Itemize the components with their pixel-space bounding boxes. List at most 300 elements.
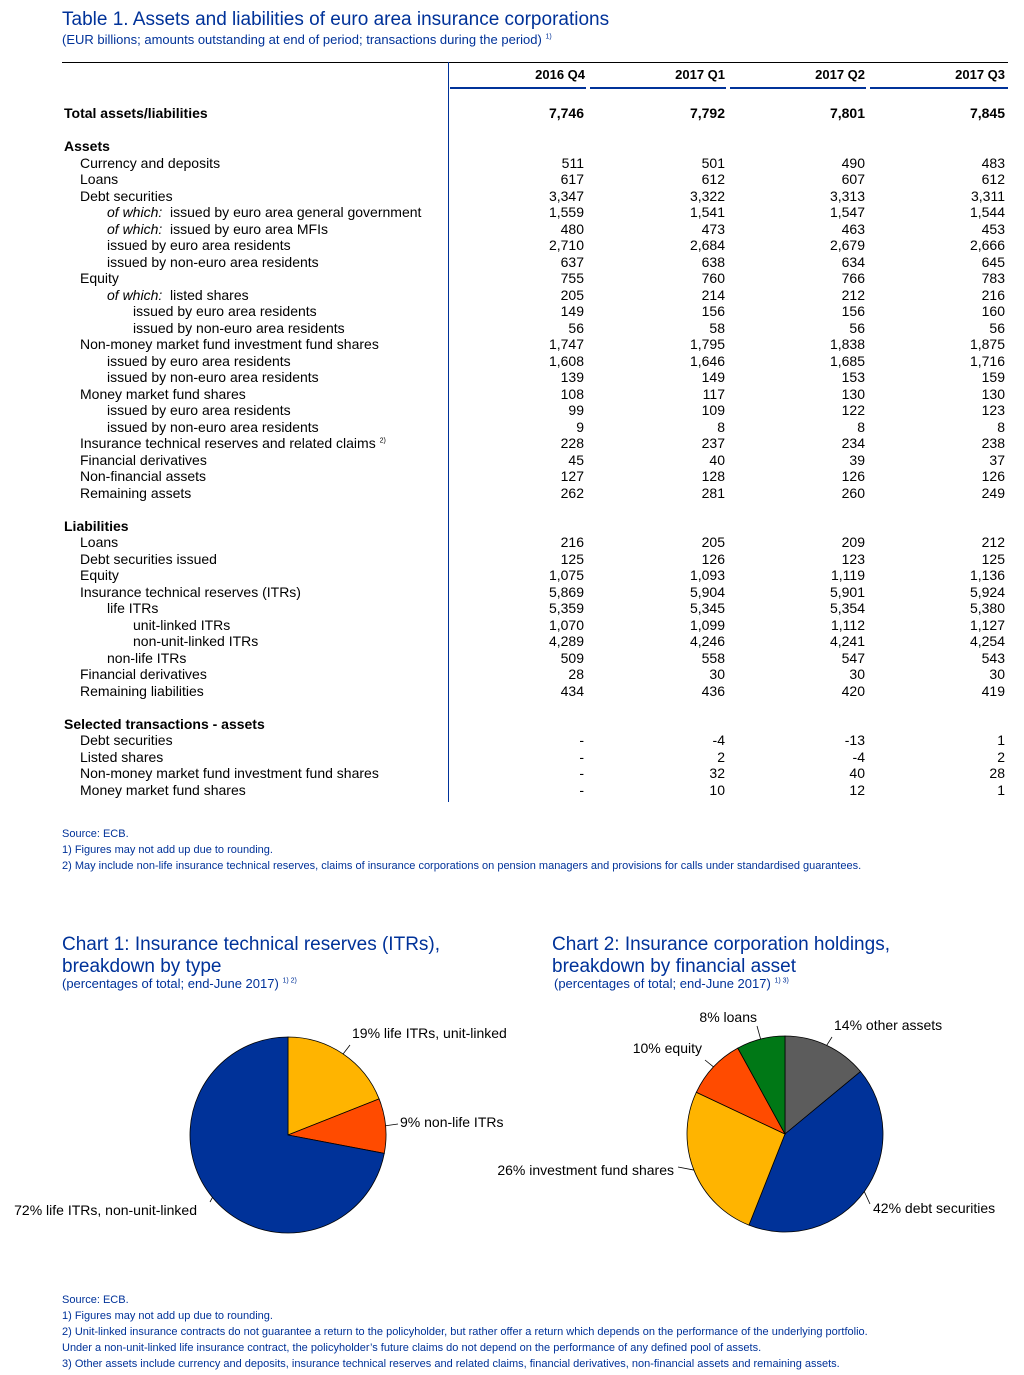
cell-value: - — [579, 732, 584, 748]
cell-value: 56 — [989, 319, 1005, 336]
slice-label: 42% debt securities — [873, 1200, 996, 1216]
chart2-subtitle-text: (percentages of total; end-June 2017) — [554, 976, 771, 991]
row-label — [80, 188, 173, 205]
cell-value: 8 — [857, 418, 865, 435]
chart2-title-line1: Chart 2: Insurance corporation holdings, — [552, 934, 890, 955]
chart1-subtitle-note: 1) 2) — [282, 977, 297, 985]
row-label-text: Loans — [80, 171, 119, 187]
cell-value: 108 — [560, 385, 584, 402]
cell-value: 5,380 — [969, 600, 1005, 616]
column-header: 2016 Q4 — [535, 67, 585, 82]
cell-value: 2 — [997, 748, 1005, 765]
row-label-text: Money market fund shares — [80, 385, 246, 402]
cell-value: 766 — [841, 270, 865, 286]
cell-value: 547 — [841, 649, 865, 666]
leader-line — [827, 1037, 832, 1045]
row-label-text: Financial derivatives — [80, 666, 207, 682]
table-row — [62, 600, 1008, 617]
cell-value: 3,347 — [548, 187, 584, 204]
cell-value: 509 — [560, 649, 584, 666]
cell-value: 260 — [841, 484, 865, 501]
row-label-text: issued by non-euro area residents — [107, 418, 319, 435]
table-row — [62, 386, 1008, 403]
cell-value: 3,322 — [689, 187, 725, 204]
column-header: 2017 Q3 — [955, 67, 1005, 82]
cell-value: 149 — [701, 369, 725, 385]
table-note: 1) Figures may not add up due to rounding. — [62, 844, 273, 856]
cell-value: 8 — [717, 418, 725, 435]
chart1-subtitle — [62, 976, 297, 991]
header-rule — [870, 87, 1008, 89]
row-label — [80, 551, 217, 568]
cell-value: 30 — [989, 666, 1005, 682]
table-row — [62, 782, 1008, 799]
table-row — [62, 419, 1008, 436]
column-header: 2017 Q1 — [675, 67, 725, 82]
table-row — [62, 402, 1008, 419]
cell-value: 634 — [841, 253, 865, 270]
cell-value: 32 — [709, 765, 725, 781]
row-label-text: issued by euro area general government — [170, 204, 422, 220]
row-label-text: issued by non-euro area residents — [107, 253, 319, 270]
cell-value: 126 — [841, 468, 865, 484]
cell-value: 159 — [981, 369, 1005, 385]
cell-value: 99 — [568, 402, 584, 418]
leader-line — [757, 1026, 761, 1039]
cell-value: 4,289 — [548, 633, 584, 649]
row-label — [133, 303, 317, 320]
row-label-text: Total assets/liabilities — [64, 105, 208, 121]
cell-value: 216 — [560, 534, 584, 550]
cell-value: 612 — [701, 171, 725, 187]
leader-line — [705, 1060, 714, 1067]
chart2-title-line2: breakdown by financial asset — [552, 956, 796, 977]
cell-value: 125 — [560, 550, 584, 567]
slice-label: 10% equity — [632, 1040, 702, 1056]
cell-value: 58 — [709, 319, 725, 336]
cell-value: 1,747 — [548, 336, 584, 352]
row-label-text: Assets — [64, 138, 110, 154]
cell-value: 117 — [702, 385, 725, 402]
cell-value: 1,112 — [831, 616, 865, 633]
row-label — [80, 567, 119, 584]
cell-value: 40 — [709, 451, 725, 468]
row-label — [80, 749, 163, 766]
row-label-text: Insurance technical reserves and related claims — [80, 435, 376, 451]
row-label — [107, 353, 291, 370]
row-label-text: Equity — [80, 567, 119, 583]
table-row — [62, 485, 1008, 502]
cell-value: 40 — [849, 765, 865, 781]
cell-value: 205 — [701, 534, 725, 550]
cell-value: 1,075 — [548, 567, 584, 583]
table-row — [62, 716, 1008, 733]
row-label-text: Insurance technical reserves (ITRs) — [80, 583, 301, 600]
cell-value: 123 — [841, 550, 865, 567]
chart2-subtitle-note: 1) 3) — [774, 977, 789, 985]
cell-value: -4 — [712, 732, 725, 748]
chart-note: Under a non-unit-linked life insurance contract, the policyholder’s future claims do not depend on the performance of any defined pool of assets. — [62, 1342, 762, 1354]
cell-value: - — [579, 765, 584, 781]
row-label — [107, 419, 319, 436]
row-label — [80, 155, 220, 172]
chart-note: 1) Figures may not add up due to rounding. — [62, 1310, 273, 1322]
cell-value: 209 — [841, 534, 865, 550]
cell-value: 5,901 — [829, 583, 865, 600]
row-label-text: Liabilities — [64, 517, 129, 534]
row-label — [133, 320, 345, 337]
table-note: Source: ECB. — [62, 828, 129, 840]
table-row — [62, 221, 1008, 238]
cell-value: 160 — [981, 303, 1005, 319]
cell-value: 238 — [981, 435, 1005, 451]
cell-value: 1,099 — [689, 616, 725, 633]
cell-value: 128 — [701, 468, 725, 484]
cell-value: 214 — [701, 286, 725, 303]
slice-label: 9% non-life ITRs — [400, 1114, 504, 1130]
slice-label: 26% investment fund shares — [497, 1162, 674, 1178]
row-label-text: issued by euro area MFIs — [170, 220, 328, 237]
cell-value: 420 — [841, 682, 865, 699]
cell-value: 4,241 — [829, 633, 865, 649]
table-row — [62, 237, 1008, 254]
table-subtitle-text: (EUR billions; amounts outstanding at end of period; transactions during the period) — [62, 32, 542, 47]
row-label — [107, 237, 291, 254]
row-label — [64, 138, 110, 155]
cell-value: 7,792 — [689, 105, 725, 121]
cell-value: 453 — [981, 220, 1005, 237]
cell-value: 5,345 — [689, 600, 725, 616]
row-label — [107, 287, 249, 304]
row-label-text: Remaining assets — [80, 484, 192, 501]
row-label — [80, 584, 301, 601]
row-label-text: Listed shares — [80, 748, 164, 765]
cell-value: 4,246 — [689, 633, 725, 649]
cell-value: 139 — [560, 369, 584, 385]
cell-value: 109 — [701, 402, 725, 418]
table-row — [62, 155, 1008, 172]
table-row — [62, 683, 1008, 700]
cell-value: - — [579, 781, 584, 798]
row-label — [133, 633, 258, 650]
row-label-text: issued by euro area residents — [133, 303, 317, 319]
cell-value: 45 — [568, 451, 584, 468]
row-label-text: non-unit-linked ITRs — [133, 633, 259, 649]
table-row — [62, 270, 1008, 287]
row-label-text: issued by non-euro area residents — [133, 319, 345, 336]
cell-value: 7,845 — [969, 105, 1005, 121]
row-label-prefix: of which: — [107, 204, 163, 220]
cell-value: 5,354 — [829, 600, 865, 616]
header-rule — [730, 87, 866, 89]
cell-value: - — [579, 748, 584, 765]
header-rule — [590, 87, 726, 89]
cell-value: 617 — [560, 171, 584, 187]
row-label — [80, 485, 191, 502]
cell-value: 5,869 — [548, 583, 584, 600]
cell-value: 760 — [701, 270, 725, 286]
table-row — [62, 518, 1008, 535]
row-label — [64, 716, 265, 733]
table-row — [62, 732, 1008, 749]
row-label-text: issued by euro area residents — [107, 402, 291, 418]
row-label-text: life ITRs — [107, 600, 159, 616]
cell-value: 10 — [709, 781, 725, 798]
row-label — [80, 683, 204, 700]
table-notes — [62, 826, 861, 874]
column-header: 2017 Q2 — [815, 67, 865, 82]
cell-value: 1,716 — [969, 352, 1005, 369]
cell-value: 130 — [981, 385, 1005, 402]
table-row — [62, 435, 1008, 452]
row-label-text: issued by euro area residents — [107, 237, 291, 253]
row-label-text: Loans — [80, 534, 119, 550]
cell-value: 501 — [701, 154, 725, 171]
cell-value: 212 — [981, 534, 1005, 550]
cell-value: 436 — [701, 682, 725, 699]
cell-value: 543 — [981, 649, 1005, 666]
table-row — [62, 452, 1008, 469]
chart-note: 3) Other assets include currency and deposits, insurance technical reserves and related claims, financial derivatives, non-financial assets and remaining assets. — [62, 1358, 840, 1370]
cell-value: 1,544 — [969, 204, 1005, 220]
row-label — [80, 782, 246, 799]
cell-value: 1,136 — [969, 567, 1005, 583]
cell-value: 156 — [701, 303, 725, 319]
row-label-text: Debt securities — [80, 732, 173, 748]
cell-value: 511 — [561, 154, 584, 171]
row-label-text: Debt securities — [80, 187, 173, 204]
leader-line — [678, 1167, 694, 1170]
cell-value: 5,924 — [969, 583, 1005, 600]
table-row — [62, 749, 1008, 766]
row-label-text: Financial derivatives — [80, 451, 207, 468]
cell-value: 4,254 — [969, 633, 1005, 649]
cell-value: 1,070 — [548, 616, 584, 633]
table-row — [62, 287, 1008, 304]
cell-value: 1,559 — [548, 204, 584, 220]
row-label-text: Non-money market fund investment fund shares — [80, 765, 379, 781]
table-row — [62, 551, 1008, 568]
table-row — [62, 320, 1008, 337]
cell-value: 1 — [997, 732, 1005, 748]
row-label-text: issued by euro area residents — [107, 352, 291, 369]
cell-value: 558 — [701, 649, 725, 666]
row-label — [107, 254, 319, 271]
cell-value: 12 — [849, 781, 865, 798]
cell-value: -13 — [844, 732, 865, 748]
cell-value: 1,547 — [829, 204, 865, 220]
cell-value: 2,666 — [969, 237, 1005, 253]
cell-value: 249 — [981, 484, 1005, 501]
cell-value: 419 — [981, 682, 1005, 699]
cell-value: 1,127 — [969, 616, 1005, 633]
cell-value: 228 — [560, 435, 584, 451]
cell-value: 9 — [576, 418, 584, 435]
cell-value: 56 — [568, 319, 584, 336]
cell-value: 126 — [981, 468, 1005, 484]
cell-value: 212 — [841, 286, 865, 303]
row-label — [80, 468, 206, 485]
table-subtitle-note: 1) — [545, 33, 552, 41]
chart1-subtitle-text: (percentages of total; end-June 2017) — [62, 976, 279, 991]
row-label — [107, 221, 328, 238]
row-label-text: unit-linked ITRs — [133, 616, 231, 633]
row-label — [80, 452, 207, 469]
row-label-text: Selected transactions - assets — [64, 715, 265, 732]
table-row — [62, 617, 1008, 634]
cell-value: 262 — [560, 484, 584, 501]
chart-notes — [62, 1292, 868, 1372]
row-label — [80, 171, 118, 188]
cell-value: 127 — [560, 468, 584, 484]
table-row — [62, 633, 1008, 650]
row-label-text: Money market fund shares — [80, 781, 246, 798]
slice-label: 14% other assets — [834, 1017, 943, 1033]
row-label-note: 2) — [379, 437, 386, 445]
cell-value: 2,710 — [548, 237, 584, 253]
row-label-text: Debt securities issued — [80, 550, 217, 567]
row-label — [80, 732, 173, 749]
cell-value: 7,801 — [829, 105, 865, 121]
leader-line — [343, 1045, 350, 1054]
cell-value: 30 — [709, 666, 725, 682]
table-row — [62, 567, 1008, 584]
cell-value: 281 — [701, 484, 725, 501]
table-row — [62, 468, 1008, 485]
cell-value: 5,904 — [689, 583, 725, 600]
table-row — [62, 584, 1008, 601]
row-label-prefix: of which: — [107, 286, 163, 303]
cell-value: 2,679 — [829, 237, 865, 253]
cell-value: 237 — [701, 435, 725, 451]
row-label — [64, 105, 208, 122]
chart-note: 2) Unit-linked insurance contracts do not guarantee a return to the policyholder, but rather offer a return which depends on the performance of the underlying portfolio. — [62, 1326, 868, 1338]
cell-value: 3,313 — [829, 187, 865, 204]
table-row — [62, 650, 1008, 667]
cell-value: 5,359 — [548, 600, 584, 616]
table-row — [62, 666, 1008, 683]
cell-value: 483 — [981, 154, 1005, 171]
cell-value: 153 — [841, 369, 865, 385]
slice-label: 19% life ITRs, unit-linked — [352, 1025, 507, 1041]
row-label — [107, 600, 158, 617]
cell-value: 130 — [841, 385, 865, 402]
row-label-text: issued by non-euro area residents — [107, 369, 319, 385]
cell-value: 7,746 — [548, 105, 584, 121]
cell-value: 3,311 — [971, 187, 1005, 204]
table-row — [62, 138, 1008, 155]
cell-value: 30 — [849, 666, 865, 682]
chart-note: Source: ECB. — [62, 1294, 129, 1306]
row-label-text: Remaining liabilities — [80, 682, 204, 699]
chart2-title — [552, 934, 890, 978]
row-label — [80, 270, 119, 287]
cell-value: 122 — [841, 402, 865, 418]
cell-value: -4 — [852, 748, 865, 765]
table-row — [62, 534, 1008, 551]
cell-value: 607 — [841, 171, 865, 187]
leader-line — [386, 1124, 398, 1126]
row-label-text: Currency and deposits — [80, 154, 221, 171]
row-label — [133, 617, 230, 634]
cell-value: 39 — [849, 451, 865, 468]
cell-value: 1,875 — [969, 336, 1005, 352]
table-row — [62, 765, 1008, 782]
row-label — [107, 650, 186, 667]
chart1-title — [62, 934, 440, 978]
cell-value: 149 — [560, 303, 584, 319]
row-label-text: Non-money market fund investment fund shares — [80, 336, 379, 352]
table-row — [62, 369, 1008, 386]
cell-value: 126 — [701, 550, 725, 567]
cell-value: 234 — [841, 435, 865, 451]
cell-value: 125 — [981, 550, 1005, 567]
row-label — [80, 336, 379, 353]
cell-value: 2 — [717, 748, 725, 765]
row-label-text: Equity — [80, 270, 119, 286]
cell-value: 638 — [701, 253, 725, 270]
table-row — [62, 171, 1008, 188]
cell-value: 2,684 — [689, 237, 725, 253]
row-label — [80, 765, 379, 782]
row-label-text: listed shares — [170, 286, 249, 303]
cell-value: 1,646 — [689, 352, 725, 369]
cell-value: 28 — [989, 765, 1005, 781]
cell-value: 28 — [568, 666, 584, 682]
cell-value: 37 — [989, 451, 1005, 468]
cell-value: 473 — [701, 220, 725, 237]
chart2-subtitle — [554, 976, 789, 991]
cell-value: 645 — [981, 253, 1005, 270]
cell-value: 434 — [560, 682, 584, 699]
cell-value: 1 — [997, 781, 1005, 798]
cell-value: 1,838 — [829, 336, 865, 352]
row-label-text: non-life ITRs — [107, 649, 187, 666]
cell-value: 612 — [981, 171, 1005, 187]
table-row — [62, 336, 1008, 353]
cell-value: 1,795 — [689, 336, 725, 352]
row-label — [107, 204, 421, 221]
cell-value: 1,685 — [829, 352, 865, 369]
cell-value: 1,119 — [831, 567, 865, 583]
cell-value: 1,093 — [689, 567, 725, 583]
cell-value: 490 — [841, 154, 865, 171]
row-label — [64, 518, 129, 535]
row-label-prefix: of which: — [107, 220, 163, 237]
table-subtitle — [62, 32, 552, 47]
cell-value: 56 — [849, 319, 865, 336]
cell-value: 755 — [560, 270, 584, 286]
cell-value: 123 — [981, 402, 1005, 418]
row-label — [80, 666, 207, 683]
table-row — [62, 204, 1008, 221]
row-label — [80, 386, 246, 403]
table-row — [62, 188, 1008, 205]
table-note: 2) May include non-life insurance technical reserves, claims of insurance corporations on pension managers and provisions for calls under standardised guarantees. — [62, 860, 862, 872]
cell-value: 463 — [841, 220, 865, 237]
table-row — [62, 105, 1008, 122]
leader-line — [210, 1197, 212, 1202]
pie-charts — [0, 1000, 1024, 1280]
cell-value: 1,608 — [548, 352, 584, 369]
cell-value: 156 — [841, 303, 865, 319]
cell-value: 1,541 — [689, 204, 725, 220]
row-label-text: Non-financial assets — [80, 468, 207, 484]
chart1-title-line1: Chart 1: Insurance technical reserves (ITRs), — [62, 934, 441, 955]
header-rule — [450, 87, 586, 89]
cell-value: 205 — [560, 286, 584, 303]
table-row — [62, 254, 1008, 271]
